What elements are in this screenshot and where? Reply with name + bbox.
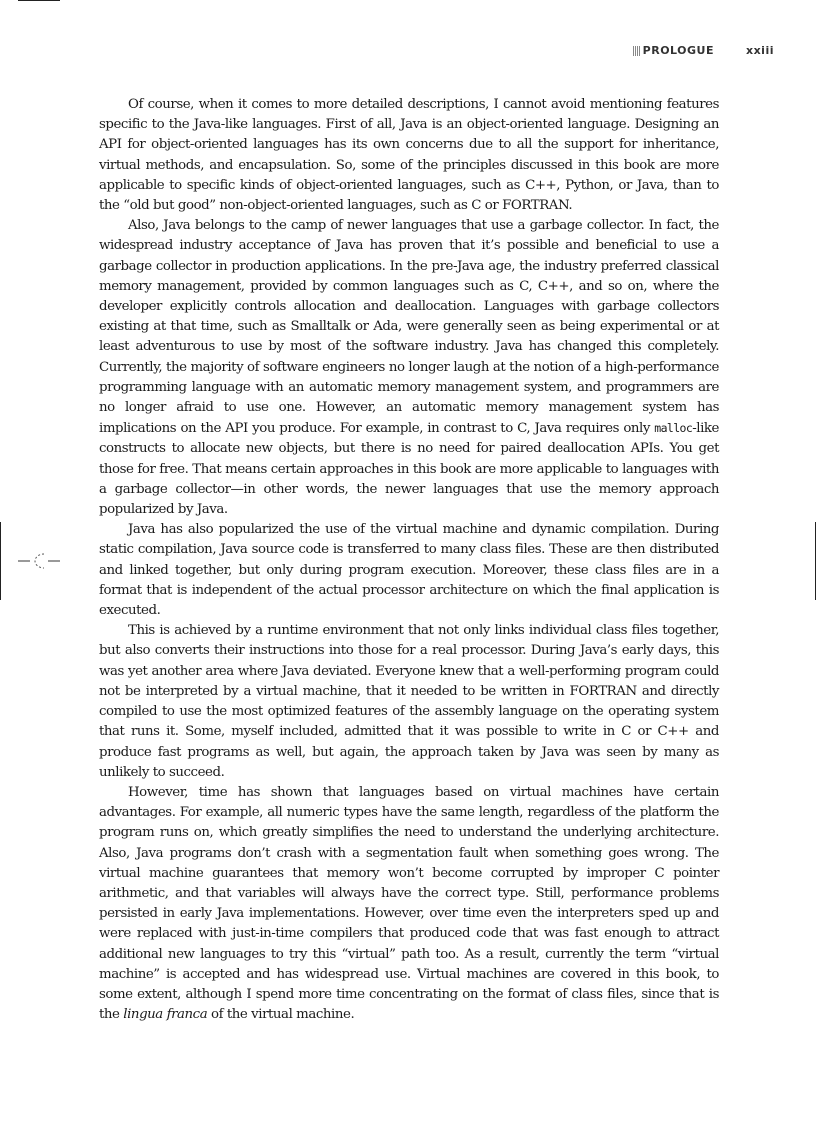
paragraph-text: Java has also popularized the use of the virtual machine and dynamic compilation. During static compilation, Java source code is transferred to many class files. These are then distributed and linked together, but only during program execution. Moreover, these class files are in a format that is independent of the actual processor architecture on which the final application is executed.: [99, 522, 719, 619]
running-head: [633, 44, 774, 57]
inline-code: malloc: [654, 421, 693, 436]
paragraph-4: [99, 621, 719, 783]
italic-term: lingua franca: [123, 1007, 208, 1023]
paragraph-5: [99, 783, 719, 1025]
crop-mark-top: [18, 0, 60, 1]
paragraph-text: This is achieved by a runtime environment that not only links individual class files together, but also converts their instructions into those for a real processor. During Java’s early days, this was yet another area where Java deviated. Everyone knew that a well-performing program could not be interpreted by a virtual machine, that it needed to be written in FORTRAN and directly compiled to use the most optimized features of the assembly language on the operating system that runs it. Some, myself included, admitted that it was possible to write in C or C++ and produce fast programs as well, but again, the approach taken by Java was seen by many as unlikely to succeed.: [99, 623, 719, 780]
section-name: PROLOGUE: [642, 44, 714, 57]
page-number: xxiii: [745, 44, 774, 57]
paragraph-text: However, time has shown that languages based on virtual machines have certain advantages. For example, all numeric types have the same length, regardless of the platform the program runs on, which greatly simplifies the need to understand the underlying architecture. Also, Java programs don’t crash with a segmentation fault when something goes wrong. The virtual machine guarantees that memory won’t become corrupted by improper C pointer arithmetic, and that variables will always have the correct type. Still, performance problems persisted in early Java implementations. However, over time even the interpreters sped up and were replaced with just-in-time compilers that produced code that was fast enough to attract additional new languages to try this “virtual” path too. As a result, currently the term “virtual machine” is accepted and has widespread use. Virtual machines are covered in this book, to some extent, although I spend more time concentrating on the format of class files, since that is the: [99, 784, 719, 1023]
paragraph-1: [99, 95, 719, 216]
paragraph-text: Also, Java belongs to the camp of newer languages that use a garbage collector. In fact, the widespread industry acceptance of Java has proven that it’s possible and beneficial to use a garbage collector in production applications. In the pre-Java age, the industry preferred classical memory management, provided by common languages such as C, C++, and so on, where the developer explicitly controls allocation and deallocation. Languages with garbage collectors existing at that time, such as Smalltalk or Ada, were generally seen as being experimental or at least adventurous to use by most of the software industry. Java has changed this completely. Currently, the majority of software engineers no longer laugh at the notion of a high-performance programming language with an automatic memory management system, and programmers are no longer afraid to use one. However, an automatic memory management system has implications on the API you produce. For example, in contrast to C, Java requires only: [99, 218, 719, 437]
header-marker-icon: [633, 46, 641, 56]
paragraph-text: of the virtual machine.: [207, 1007, 355, 1023]
body-text: [99, 95, 719, 1025]
paragraph-2: [99, 216, 719, 520]
margin-rule-left: [0, 522, 1, 600]
paragraph-text: -like constructs to allocate new objects, but there is no need for paired deallocation APIs. You get those for free. That means certain approaches in this book are more applicable to languages with a garbage collector—in other words, the newer languages that use the memory approach popularized by Java.: [99, 421, 719, 518]
paragraph-3: [99, 520, 719, 621]
paragraph-text: Of course, when it comes to more detailed descriptions, I cannot avoid mentioning features specific to the Java-like languages. First of all, Java is an object-oriented language. Designing an API for object-oriented languages has its own concerns due to all the support for inheritance, virtual methods, and encapsulation. So, some of the principles discussed in this book are more applicable to specific kinds of object-oriented languages, such as C++, Python, or Java, than to the “old but good” non-object-oriented languages, such as C or FORTRAN.: [99, 97, 719, 214]
registration-mark-icon: [18, 550, 60, 572]
